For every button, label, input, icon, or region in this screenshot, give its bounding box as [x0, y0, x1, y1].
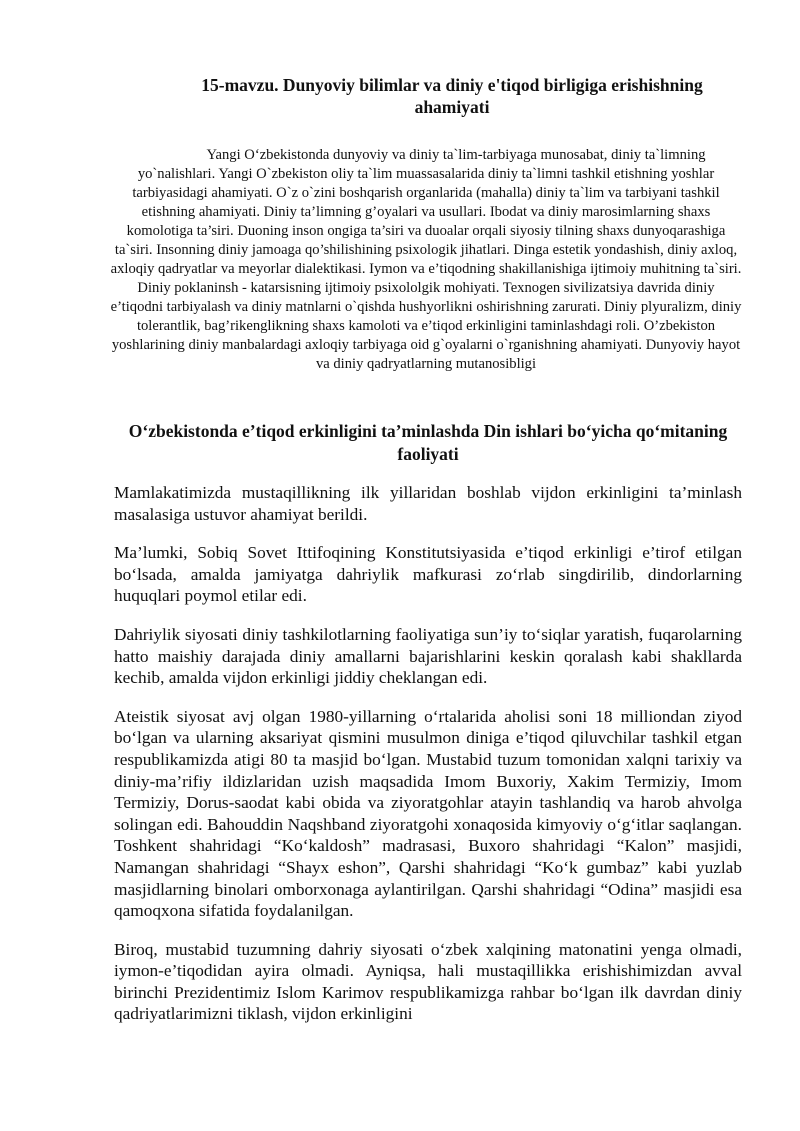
- intro-block: [110, 146, 742, 374]
- section-title: O‘zbekistonda e’tiqod erkinligini ta’minlashda Din ishlari bo‘yicha qo‘mitaning faoliyati: [128, 421, 728, 464]
- body-paragraph: Biroq, mustabid tuzumning dahriy siyosati o‘zbek xalqining matonatini yenga olmadi, iymon-e’tiqodidan ayira olmadi. Ayniqsa, hali mustaqillikka erishishimizdan avval birinchi Prezidentimiz Islom Karimov respublikamizga rahbar bo‘lgan ilk davrdan diniy qadriyatlarimizni tiklash, vijdon erkinligini: [114, 939, 742, 1024]
- body-paragraph: Ateistik siyosat avj olgan 1980-yillarning o‘rtalarida aholisi soni 18 milliondan ziyod bo‘lgan va ularning aksariyat qismini musulmon diniga e’tiqod qiluvchilar tashkil etgan respublikamizda atigi 80 ta masjid bo‘lgan. Mustabid tuzum tomonidan xalqni tarixiy va diniy-ma’rifiy ildizlaridan uzish maqsadida Imom Buxoriy, Xakim Termiziy, Imom Termiziy, Dorus-saodat kabi obida va ziyoratgohlar atayin tashlandiq va harob ahvolga solingan edi. Bahouddin Naqshband ziyoratgohi xonaqosida kimyoviy o‘g‘itlar saqlangan. Toshkent shahridagi “Ko‘kaldosh” madrasasi, Buxoro shahridagi “Kalon” masjidi, Namangan shahridagi “Shayx eshon”, Qarshi shahridagi “Ko‘k gumbaz” kabi yuzlab masjidlarning binolari omborxonaga aylantirilgan. Qarshi shahridagi “Odina” masjidi esa qamoqxona sifatida foydalanilgan.: [114, 706, 742, 921]
- body-paragraph: Dahriylik siyosati diniy tashkilotlarning faoliyatiga sun’iy to‘siqlar yaratish, fuqarolarning hatto maishiy darajada diniy amallarni bajarishlarini keskin qoralash kabi shakllarda kechib, amalda vijdon erkinligi jiddiy cheklangan edi.: [114, 624, 742, 688]
- body-paragraph: Mamlakatimizda mustaqillikning ilk yillaridan boshlab vijdon erkinligini ta’minlash masalasiga ustuvor ahamiyat berildi.: [114, 483, 742, 524]
- body-paragraph: Ma’lumki, Sobiq Sovet Ittifoqining Konstitutsiyasida e’tiqod erkinligi e’tirof etilgan bo‘lsada, amalda jamiyatga dahriylik mafkurasi zo‘rlab singdirilib, dindorlarning huquqlari poymol etilar edi.: [114, 543, 742, 606]
- intro-paragraph: Yangi O‘zbekistonda dunyoviy va diniy ta`lim-tarbiyaga munosabat, diniy ta`limning yo`nalishlari. Yangi O`zbekiston oliy ta`lim muassasalarida diniy ta`limni tashkil etishning yoshlar tarbiyasidagi ahamiyati. O`z o`zini boshqarish organlarida (mahalla) diniy ta`lim va tarbiyani tashkil etishning ahamiyati. Diniy ta’limning g’oyalari va usullari. Ibodat va diniy marosimlarning shaxs komolotiga ta’siri. Duoning inson ongiga ta’siri va duoalar orqali siyosiy tilning shaxs dunyoqarashiga ta`siri. Insonning diniy jamoaga qo’shilishining psixologik jihatlari. Dinga estetik yondashish, diniy axloq, axloqiy qadryatlar va meyorlar dialektikasi. Iymon va e’tiqodning shakillanishiga ijtimoiy muhitning ta`siri. Diniy poklaninsh - katarsisning ijtimoiy psixololgik mohiyati. Texnogen sivilizatsiya davrida diniy e’tiqodni tarbiyalash va diniy matnlarni o`qishda hushyorlikni oshirishning zarurati. Diniy plyuralizm, diniy tolerantlik, bag’rikenglikning shaxs kamoloti va e’tiqod erkinligini taminlashdagi roli. O’zbekiston yoshlarining diniy manbalardagi axloqiy tarbiyaga oid g`oyalarni o`rganishning ahamiyati. Dunyoviy hayot va diniy qadryatlarning mutanosibligi: [110, 147, 742, 372]
- body-text: [114, 482, 742, 1025]
- document-title: 15-mavzu. Dunyoviy bilimlar va diniy e'tiqod birligiga erishishning ahamiyati: [201, 75, 703, 117]
